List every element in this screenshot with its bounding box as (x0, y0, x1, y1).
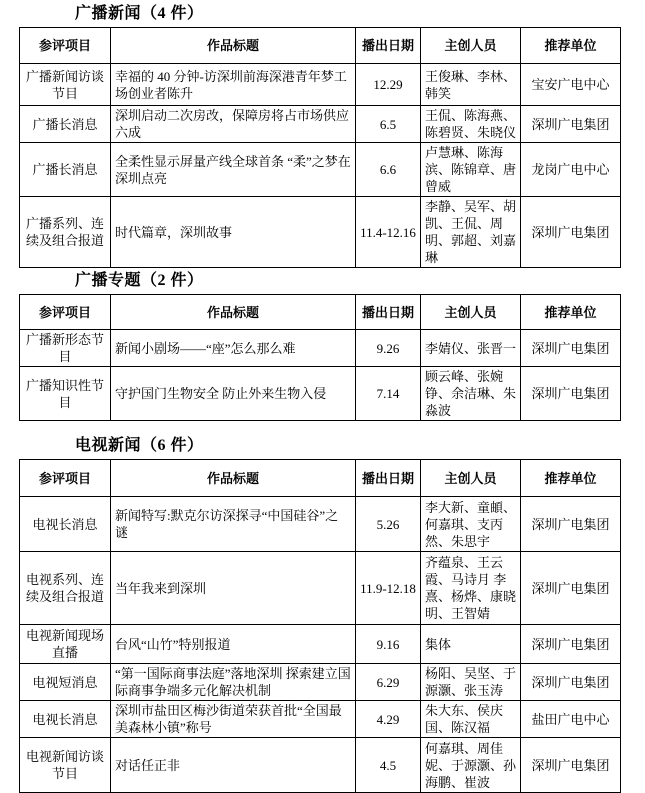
cell-category: 广播知识性节目 (20, 367, 111, 421)
cell-creators: 李静、吴军、胡凯、王侃、周明、郭超、刘嘉琳 (421, 197, 521, 268)
cell-category: 电视长消息 (20, 701, 111, 738)
cell-title: 时代篇章，深圳故事 (111, 197, 356, 268)
entries-table (19, 459, 621, 793)
cell-air-date: 9.26 (356, 330, 421, 367)
cell-category: 广播新形态节目 (20, 330, 111, 367)
cell-creators: 顾云峰、张婉铮、余洁琳、朱淼波 (421, 367, 521, 421)
cell-category: 电视长消息 (20, 497, 111, 552)
cell-air-date: 6.5 (356, 106, 421, 143)
cell-creators: 朱大东、侯庆国、陈汉福 (421, 701, 521, 738)
cell-category: 广播长消息 (20, 106, 111, 143)
cell-category: 电视新闻访谈节目 (20, 738, 111, 793)
cell-title: 幸福的 40 分钟-访深圳前海深港青年梦工场创业者陈升 (111, 64, 356, 106)
cell-creators: 杨阳、吴坚、于源灏、张玉涛 (421, 664, 521, 701)
cell-category: 电视新闻现场直播 (20, 625, 111, 664)
table-row (20, 738, 621, 793)
cell-creators: 集体 (421, 625, 521, 664)
cell-title: “第一国际商事法庭”落地深圳 探索建立国际商事争端多元化解决机制 (111, 664, 356, 701)
cell-recommending-unit: 龙岗广电中心 (521, 143, 621, 197)
cell-category: 电视短消息 (20, 664, 111, 701)
cell-air-date: 11.9-12.18 (356, 552, 421, 625)
award-entries-document (0, 5, 645, 790)
cell-title: 守护国门生物安全 防止外来生物入侵 (111, 367, 356, 421)
header-row (20, 295, 621, 330)
header-row (20, 28, 621, 64)
table-row (20, 664, 621, 701)
cell-air-date: 9.16 (356, 625, 421, 664)
cell-creators: 齐蕴泉、王云霞、马诗月 李熹、杨烨、康晓明、王智婧 (421, 552, 521, 625)
cell-creators: 李婧仪、张晋一 (421, 330, 521, 367)
column-header: 作品标题 (111, 460, 356, 497)
cell-air-date: 6.29 (356, 664, 421, 701)
cell-creators: 王侃、陈海燕、陈碧贤、朱晓仪 (421, 106, 521, 143)
table-row (20, 625, 621, 664)
header-row (20, 460, 621, 497)
cell-recommending-unit: 深圳广电集团 (521, 738, 621, 793)
cell-air-date: 12.29 (356, 64, 421, 106)
column-header: 参评项目 (20, 460, 111, 497)
column-header: 播出日期 (356, 295, 421, 330)
cell-category: 广播新闻访谈节目 (20, 64, 111, 106)
column-header: 推荐单位 (521, 28, 621, 64)
table-row (20, 64, 621, 106)
column-header: 推荐单位 (521, 295, 621, 330)
column-header: 参评项目 (20, 295, 111, 330)
cell-category: 广播系列、连续及组合报道 (20, 197, 111, 268)
entries-table (19, 294, 621, 421)
cell-category: 电视系列、连续及组合报道 (20, 552, 111, 625)
column-header: 参评项目 (20, 28, 111, 64)
column-header: 播出日期 (356, 460, 421, 497)
table-row (20, 330, 621, 367)
cell-recommending-unit: 深圳广电集团 (521, 197, 621, 268)
table-row (20, 497, 621, 552)
cell-creators: 李大新、童頔、何嘉琪、支丙然、朱思宇 (421, 497, 521, 552)
cell-creators: 卢慧琳、陈海滨、陈锦章、唐曾威 (421, 143, 521, 197)
cell-recommending-unit: 深圳广电集团 (521, 330, 621, 367)
cell-creators: 何嘉琪、周佳妮、于源灏、孙海鹏、崔波 (421, 738, 521, 793)
cell-recommending-unit: 宝安广电中心 (521, 64, 621, 106)
column-header: 主创人员 (421, 460, 521, 497)
cell-recommending-unit: 深圳广电集团 (521, 367, 621, 421)
cell-recommending-unit: 深圳广电集团 (521, 106, 621, 143)
section-heading: 广播专题（2 件） (75, 272, 204, 289)
cell-air-date: 5.26 (356, 497, 421, 552)
table-row (20, 552, 621, 625)
cell-title: 新闻小剧场——“座”怎么那么难 (111, 330, 356, 367)
cell-recommending-unit: 深圳广电集团 (521, 497, 621, 552)
column-header: 作品标题 (111, 28, 356, 64)
cell-title: 新闻特写:默克尔访深探寻“中国硅谷”之谜 (111, 497, 356, 552)
section-heading: 电视新闻（6 件） (75, 437, 204, 454)
cell-title: 深圳启动二次房改，保障房将占市场供应六成 (111, 106, 356, 143)
cell-recommending-unit: 深圳广电集团 (521, 664, 621, 701)
column-header: 作品标题 (111, 295, 356, 330)
column-header: 主创人员 (421, 295, 521, 330)
cell-recommending-unit: 深圳广电集团 (521, 552, 621, 625)
cell-air-date: 11.4-12.16 (356, 197, 421, 268)
cell-title: 深圳市盐田区梅沙街道荣获首批“全国最美森林小镇”称号 (111, 701, 356, 738)
cell-title: 当年我来到深圳 (111, 552, 356, 625)
cell-creators: 王俊琳、李林、韩笑 (421, 64, 521, 106)
cell-air-date: 4.5 (356, 738, 421, 793)
cell-air-date: 7.14 (356, 367, 421, 421)
cell-category: 广播长消息 (20, 143, 111, 197)
cell-title: 全柔性显示屏量产线全球首条 “柔”之梦在深圳点亮 (111, 143, 356, 197)
table-row (20, 143, 621, 197)
cell-recommending-unit: 盐田广电中心 (521, 701, 621, 738)
column-header: 主创人员 (421, 28, 521, 64)
column-header: 播出日期 (356, 28, 421, 64)
cell-air-date: 6.6 (356, 143, 421, 197)
table-row (20, 701, 621, 738)
cell-title: 对话任正非 (111, 738, 356, 793)
table-row (20, 106, 621, 143)
cell-air-date: 4.29 (356, 701, 421, 738)
table-row (20, 197, 621, 268)
cell-recommending-unit: 深圳广电集团 (521, 625, 621, 664)
table-row (20, 367, 621, 421)
section-heading: 广播新闻（4 件） (75, 5, 204, 22)
cell-title: 台风“山竹”特别报道 (111, 625, 356, 664)
sections-container (0, 5, 645, 793)
entries-table (19, 27, 621, 268)
column-header: 推荐单位 (521, 460, 621, 497)
